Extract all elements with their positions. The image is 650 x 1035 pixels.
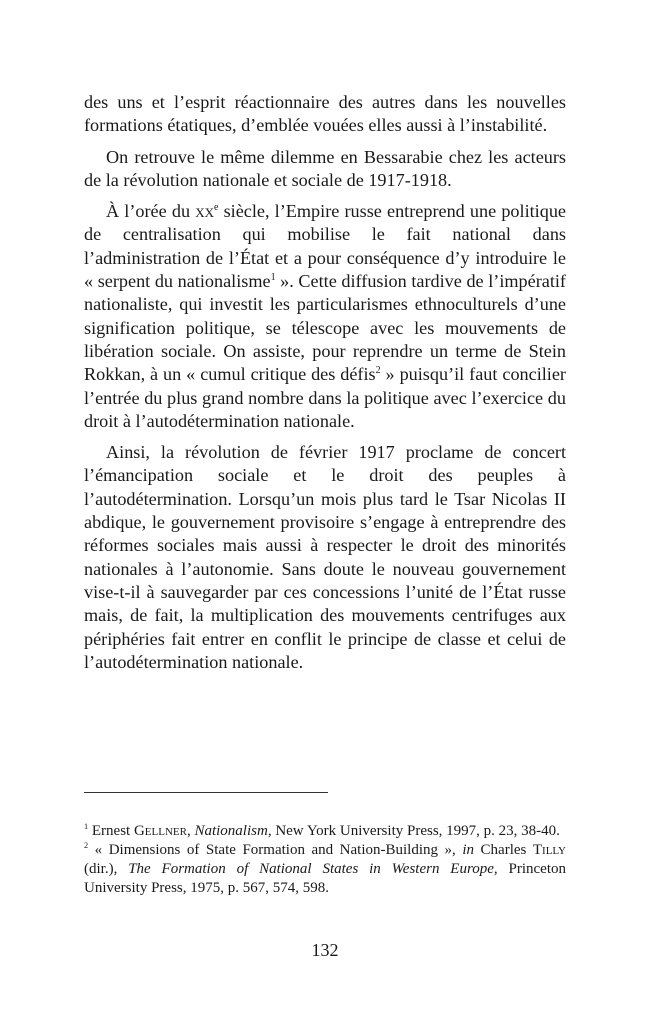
footnotes [84, 822, 566, 898]
paragraph-3-part-b: siècle, l’Empire russe entreprend une politique de centralisation qui mobilise le fait national dans l’administration de l’État et a pour conséquence d’y introduire le « serpent du nationalisme [84, 201, 566, 292]
footnote-ref-2[interactable]: 2 [375, 365, 381, 377]
footnote-2-editor-last: Tilly [532, 842, 566, 858]
footnote-2-title: The Formation of National States in Western Europe [128, 861, 494, 877]
paragraph-4: Ainsi, la révolution de février 1917 proclame de concert l’émancipation sociale et le droit des peuples à l’autodétermination. Lorsqu’un mois plus tard le Tsar Nicolas II abdique, le gouvernement provisoire s’engage à entreprendre des réformes sociales mais aussi à respecter le droit des minorités nationales à l’autonomie. Sans doute le nouveau gouvernement vise-t-il à sauvegarder par ces concessions l’unité de l’État russe mais, de fait, la multiplication des mouvements centrifuges aux périphéries fait entrer en conflit le principe de classe et celui de l’autodétermination nationale. [84, 442, 566, 672]
footnote-2 [84, 841, 566, 898]
footnote-2-number: 2 [84, 841, 89, 850]
century-numeral: xx [195, 201, 214, 222]
footnote-2-editor-first: Charles [474, 842, 533, 858]
footnote-1-author-last: Gellner [133, 823, 187, 839]
paragraph-3-part-a: À l’orée du [106, 201, 196, 222]
footnote-1-separator: , [186, 823, 195, 839]
footnote-ref-1[interactable]: 1 [270, 272, 276, 284]
page-number: 132 [311, 940, 339, 960]
paragraph-3-part-c: ». Cette diffusion tardive de l’impératif nationaliste, qui investit les particularismes ethnoculturels d’une signification politique, se télescope avec les mouvements de libération sociale. On assiste, pour reprendre un terme de Stein Rokkan, à un « cumul critique des défis [84, 271, 566, 385]
footnote-2-dir: (dir.), [84, 861, 129, 877]
century-superscript: e [213, 202, 219, 214]
footnote-1 [84, 822, 566, 841]
footnote-2-in: in [462, 842, 474, 858]
footnote-separator [84, 792, 328, 793]
footnote-1-author-first: Ernest [91, 823, 134, 839]
footnote-1-title: Nationalism [194, 823, 268, 839]
main-text [84, 91, 566, 682]
paragraph-3 [84, 200, 566, 433]
paragraph-1: des uns et l’esprit réactionnaire des autres dans les nouvelles formations étatiques, d’emblée vouées elles aussi à l’instabilité. [84, 92, 566, 136]
paragraph-3-part-d: » puisqu’il faut concilier l’entrée du plus grand nombre dans la politique avec l’exercice du droit à l’autodétermination nationale. [84, 364, 566, 431]
footnote-1-rest: , New York University Press, 1997, p. 23, 38-40. [267, 823, 560, 839]
footnote-2-rest: , Princeton University Press, 1975, p. 567, 574, 598. [84, 861, 566, 896]
paragraph-2: On retrouve le même dilemme en Bessarabie chez les acteurs de la révolution nationale et sociale de 1917-1918. [84, 146, 566, 190]
footnote-2-article: « Dimensions of State Formation and Nation-Building », [88, 842, 463, 858]
footnote-1-number: 1 [84, 822, 89, 831]
